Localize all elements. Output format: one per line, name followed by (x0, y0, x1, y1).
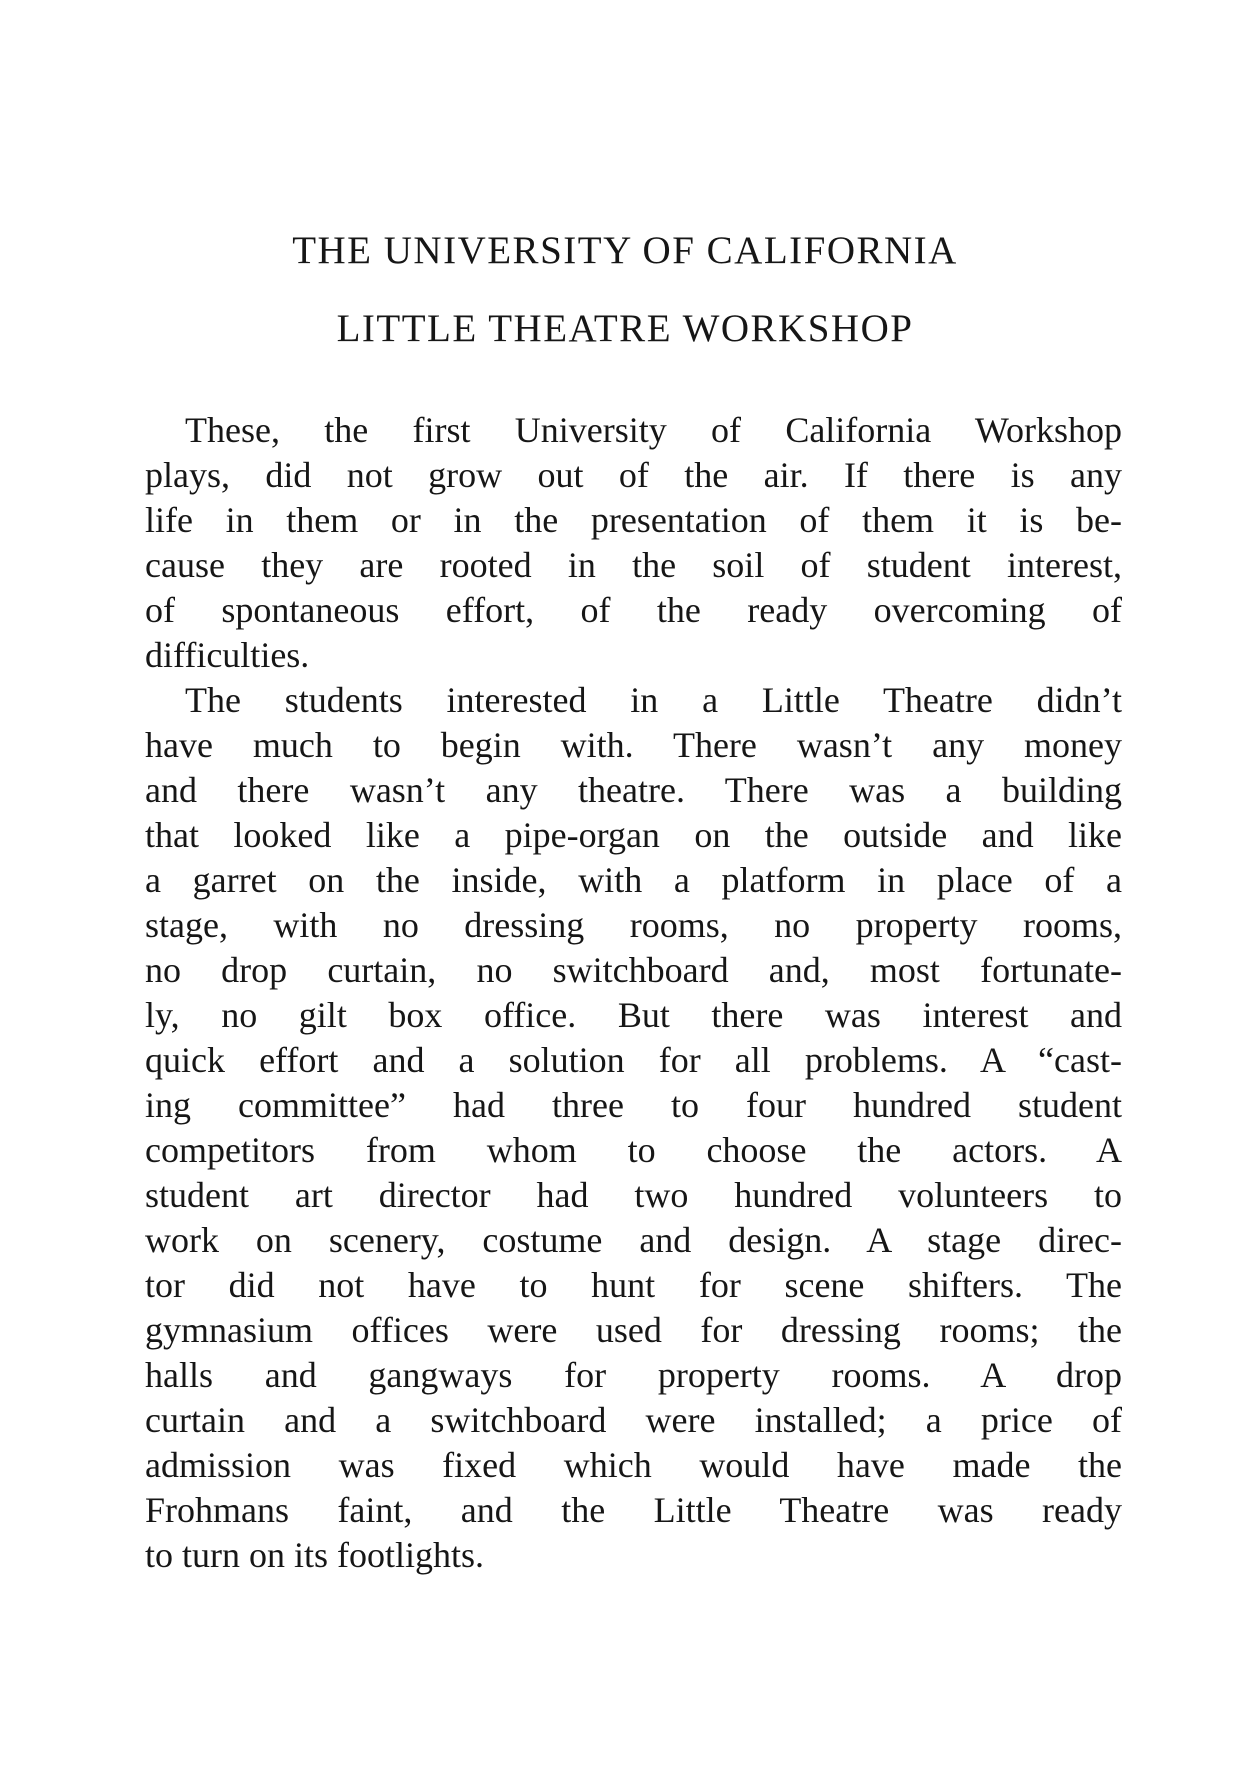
text-line: Frohmans faint, and the Little Theatre was ready (145, 1490, 1122, 1530)
text-line: no drop curtain, no switchboard and, most fortunate- (145, 950, 1122, 990)
text-line: have much to begin with. There wasn’t any money (145, 725, 1122, 765)
text-line: plays, did not grow out of the air. If there is any (145, 455, 1122, 495)
text-line: gymnasium offices were used for dressing rooms; the (145, 1310, 1122, 1350)
text-line: to turn on its footlights. (145, 1535, 485, 1575)
text-line: competitors from whom to choose the actors. A (145, 1130, 1122, 1170)
text-line: that looked like a pipe-organ on the outside and like (145, 815, 1122, 855)
text-line: ly, no gilt box office. But there was interest and (145, 995, 1122, 1035)
text-line: and there wasn’t any theatre. There was a building (145, 770, 1122, 810)
text-line: curtain and a switchboard were installed; a price of (145, 1400, 1122, 1440)
text-line: quick effort and a solution for all problems. A “cast- (145, 1040, 1122, 1080)
text-line: work on scenery, costume and design. A stage direc- (145, 1220, 1122, 1260)
text-line: The students interested in a Little Theatre didn’t (185, 680, 1122, 720)
text-line: student art director had two hundred volunteers to (145, 1175, 1122, 1215)
text-line: cause they are rooted in the soil of student interest, (145, 545, 1122, 585)
text-line: These, the first University of California Workshop (185, 410, 1122, 450)
text-line: tor did not have to hunt for scene shifters. The (145, 1265, 1122, 1305)
text-line: stage, with no dressing rooms, no property rooms, (145, 905, 1122, 945)
title-line-1: THE UNIVERSITY OF CALIFORNIA (292, 229, 958, 272)
text-line: ing committee” had three to four hundred student (145, 1085, 1122, 1125)
text-line: life in them or in the presentation of them it is be- (145, 500, 1122, 540)
chapter-title (145, 212, 1105, 368)
paragraph-1 (145, 408, 1122, 678)
text-line: halls and gangways for property rooms. A drop (145, 1355, 1122, 1395)
text-line: difficulties. (145, 635, 310, 675)
text-line: a garret on the inside, with a platform in place of a (145, 860, 1122, 900)
text-line: of spontaneous effort, of the ready overcoming of (145, 590, 1122, 630)
paragraph-2 (145, 678, 1122, 1578)
title-line-2: LITTLE THEATRE WORKSHOP (336, 307, 914, 350)
text-line: admission was fixed which would have made the (145, 1445, 1122, 1485)
body-text (145, 408, 1122, 1578)
